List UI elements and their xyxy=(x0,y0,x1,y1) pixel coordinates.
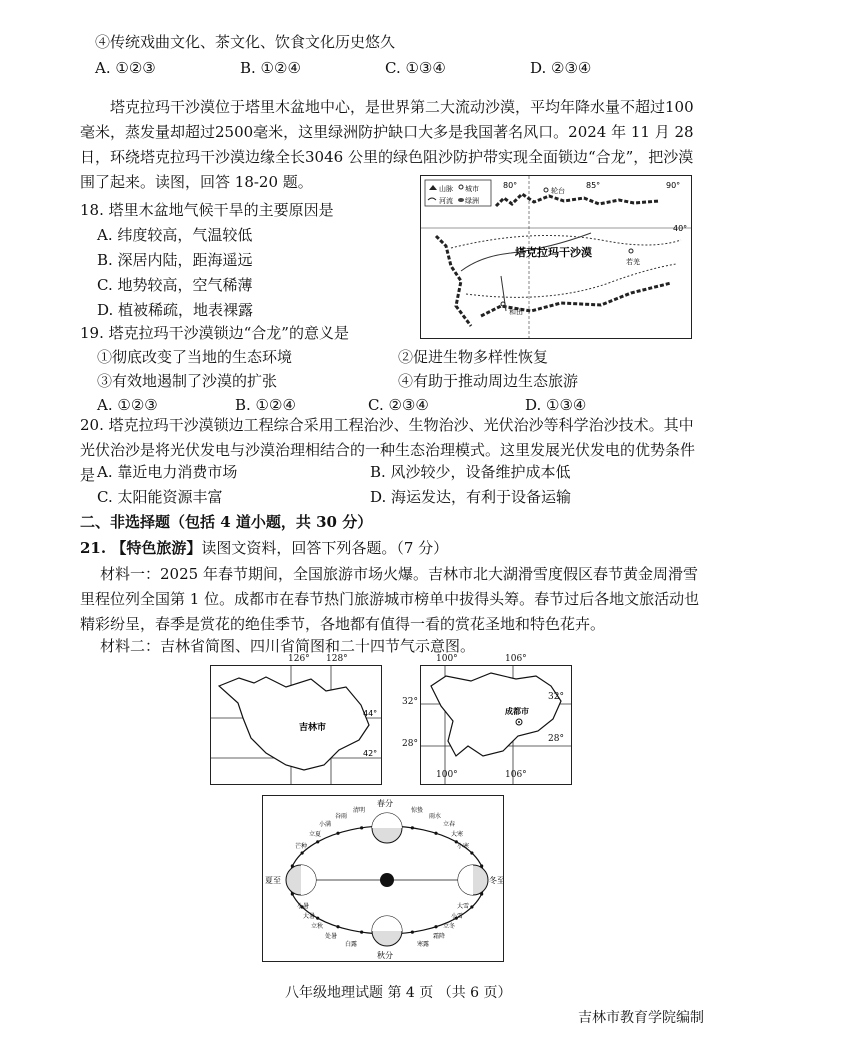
legend-city: 城市 xyxy=(465,185,479,193)
page-footer: 八年级地理试题 第 4 页 （共 6 页） xyxy=(285,985,512,1001)
legend-mountain: 山脉 xyxy=(439,185,453,193)
coord-85: 85° xyxy=(586,181,601,190)
term-daxue: 大雪 xyxy=(457,903,470,910)
solar-terms-svg xyxy=(263,796,503,961)
earth-winter-day xyxy=(458,865,473,895)
city-ruoqiang: 若羌 xyxy=(626,258,640,266)
q21-tag: 21. 【特色旅游】 xyxy=(80,539,202,557)
q19-item-3: ③有效地遏制了沙漠的扩张 xyxy=(97,372,278,390)
coord-90: 90° xyxy=(666,181,681,190)
luntai-marker xyxy=(544,188,548,192)
orbit-dot xyxy=(434,925,437,928)
orbit-dot xyxy=(316,917,319,920)
jilin-map xyxy=(210,665,382,785)
sichuan-lon-100-bottom: 100° xyxy=(436,770,458,780)
term-lixia: 立夏 xyxy=(309,831,322,838)
earth-winter xyxy=(458,865,488,895)
orbit-dot xyxy=(411,826,414,829)
city-luntai: 轮台 xyxy=(551,187,565,195)
map-legend-box xyxy=(425,180,491,206)
term-xiaohan: 小寒 xyxy=(457,843,470,850)
term-mangzhong: 芒种 xyxy=(295,843,308,850)
earth-autumn xyxy=(372,916,402,946)
orbit-dot xyxy=(360,931,363,934)
orbit-dot xyxy=(434,832,437,835)
q18-option-c: C. 地势较高，空气稀薄 xyxy=(97,276,253,294)
jilin-map-svg xyxy=(211,666,381,784)
orbit-dot xyxy=(336,832,339,835)
label-autumn-equinox: 秋分 xyxy=(377,951,393,960)
prev-option-b: B. ①②④ xyxy=(240,59,301,77)
sun-icon xyxy=(380,873,394,887)
term-xiaoxue: 小雪 xyxy=(451,913,464,920)
oasis-legend-icon xyxy=(458,198,464,202)
section-2-heading: 二、非选择题（包括 4 道小题，共 30 分） xyxy=(80,513,373,531)
term-dashu: 大暑 xyxy=(303,913,316,920)
sichuan-lat-28-right: 28° xyxy=(548,734,564,744)
ruoqiang-marker xyxy=(629,249,633,253)
q21-material-1: 材料一：2025 年春节期间，全国旅游市场火爆。吉林市北大湖滑雪度假区春节黄金周滑雪里程位列全国第 1 位。成都市在春节热门旅游城市榜单中拔得头筹。春节过后各地文旅活动也精彩纷呈，春季是赏花的绝佳季节，各地都有值得一看的赏花圣地和特色花卉。 xyxy=(80,565,700,633)
orbit-dot xyxy=(470,851,473,854)
orbit-dot xyxy=(411,931,414,934)
jilin-lat-44-label: 44° xyxy=(363,709,378,718)
term-xiaoman: 小满 xyxy=(319,821,332,828)
sichuan-lon-106-top: 106° xyxy=(505,654,527,664)
term-liqiu: 立秋 xyxy=(311,923,324,930)
orbit-dot xyxy=(336,925,339,928)
term-jingzhe: 惊蛰 xyxy=(411,807,424,814)
q20-option-c: C. 太阳能资源丰富 xyxy=(97,488,223,506)
q19-item-2: ②促进生物多样性恢复 xyxy=(398,348,549,366)
western-mountains xyxy=(436,236,471,326)
shelterbelt-south xyxy=(466,264,676,297)
jilin-outline xyxy=(219,677,369,770)
q21-stem xyxy=(80,538,448,558)
prev-option-c: C. ①③④ xyxy=(385,59,446,77)
sichuan-map xyxy=(420,665,572,785)
term-qingming: 清明 xyxy=(353,807,366,814)
q19-option-a: A. ①②③ xyxy=(97,396,158,414)
q19-option-d: D. ①③④ xyxy=(525,396,587,414)
orbit-dot xyxy=(470,905,473,908)
jilin-lat-42-label: 42° xyxy=(363,749,378,758)
sichuan-lat-32-left: 32° xyxy=(402,697,418,707)
q18-option-a: A. 纬度较高，气温较低 xyxy=(97,226,253,244)
term-guyu: 谷雨 xyxy=(335,813,348,820)
sichuan-lat-28-left: 28° xyxy=(402,739,418,749)
earth-summer xyxy=(286,865,316,895)
term-lichun: 立春 xyxy=(443,821,456,828)
earth-summer-day xyxy=(301,865,316,895)
orbit-dot xyxy=(316,840,319,843)
prev-item-4: ④传统戏曲文化、茶文化、饮食文化历史悠久 xyxy=(95,33,396,51)
q19-option-c: C. ②③④ xyxy=(368,396,429,414)
prev-option-a: A. ①②③ xyxy=(95,59,156,77)
q21-text: 读图文资料，回答下列各题。（7 分） xyxy=(201,539,449,557)
label-spring-equinox: 春分 xyxy=(377,799,393,808)
chengdu-label: 成都市 xyxy=(505,707,529,716)
q18-option-d: D. 植被稀疏，地表裸露 xyxy=(97,301,254,319)
jilin-lon-128-top: 128° xyxy=(326,654,348,664)
q20-stem-text: 20. 塔克拉玛干沙漠锁边工程综合采用工程治沙、生物治沙、光伏治沙等科学治沙技术。其中光伏治沙是将光伏发电与沙漠治理相结合的一种生态治理模式。这里发展光伏发电的优势条件是 xyxy=(80,416,696,484)
q19-stem: 19. 塔克拉玛干沙漠锁边“合龙”的意义是 xyxy=(80,324,349,342)
jilin-lon-126-top: 126° xyxy=(288,654,310,664)
q20-option-a: A. 靠近电力消费市场 xyxy=(97,463,238,481)
prev-option-d: D. ②③④ xyxy=(530,59,592,77)
desert-label: 塔克拉玛干沙漠 xyxy=(515,246,592,259)
city-hotan: 和田 xyxy=(509,308,523,316)
q18-stem: 18. 塔里木盆地气候干旱的主要原因是 xyxy=(80,201,334,219)
term-yushui: 雨水 xyxy=(429,813,442,820)
earth-spring-day xyxy=(372,813,402,828)
tianshan-mountains xyxy=(496,194,659,206)
sichuan-lon-106-bottom: 106° xyxy=(505,770,527,780)
q20-option-d: D. 海运发达，有利于设备运输 xyxy=(370,488,572,506)
desert-map xyxy=(420,175,692,339)
term-lidong: 立冬 xyxy=(443,923,456,930)
earth-autumn-day xyxy=(372,916,402,931)
q19-item-1: ①彻底改变了当地的生态环境 xyxy=(97,348,293,366)
orbit-dot xyxy=(360,826,363,829)
sichuan-lat-32-right: 32° xyxy=(548,692,564,702)
orbit-dot xyxy=(301,851,304,854)
term-bailu: 白露 xyxy=(345,941,358,948)
q19-item-4: ④有助于推动周边生态旅游 xyxy=(398,372,579,390)
coord-80: 80° xyxy=(503,181,518,190)
publisher-credit: 吉林市教育学院编制 xyxy=(578,1010,704,1026)
term-chushu: 处暑 xyxy=(325,933,338,940)
q21-material-2: 材料二：吉林省简图、四川省简图和二十四节气示意图。 xyxy=(100,637,476,655)
legend-oasis: 绿洲 xyxy=(465,197,479,205)
earth-spring xyxy=(372,813,402,843)
label-winter-solstice: 冬至 xyxy=(489,876,503,885)
chengdu-marker-dot xyxy=(518,721,520,723)
legend-river: 河流 xyxy=(439,197,453,205)
desert-intro: 塔克拉玛干沙漠位于塔里木盆地中心，是世界第二大流动沙漠，平均年降水量不超过100毫米，蒸发量却超过2500毫米，这里绿洲防护缺口大多是我国著名风口。2024 年 11 月 28 日，环绕塔克拉玛干沙漠边缘全长3046 公里的绿色阻沙防护带实现全面锁边“合龙”，把沙漠围了起来。读图，回答 18-20 题。 xyxy=(80,98,694,191)
label-summer-solstice: 夏至 xyxy=(265,876,281,885)
term-hanlu: 寒露 xyxy=(417,941,430,948)
solar-terms-diagram xyxy=(262,795,504,962)
q18-option-b: B. 深居内陆，距海遥远 xyxy=(97,251,253,269)
jilin-city-label: 吉林市 xyxy=(299,723,327,733)
term-shuangjiang: 霜降 xyxy=(433,933,446,940)
sichuan-lon-100-top: 100° xyxy=(436,654,458,664)
sichuan-map-svg xyxy=(421,666,571,784)
term-xiaoshu: 小暑 xyxy=(297,903,310,910)
q20-option-b: B. 风沙较少，设备维护成本低 xyxy=(370,463,571,481)
desert-map-svg xyxy=(421,176,691,338)
coord-40: 40° xyxy=(673,224,688,233)
sichuan-outline xyxy=(431,673,561,756)
term-dahan: 大寒 xyxy=(451,831,464,838)
q19-option-b: B. ①②④ xyxy=(235,396,296,414)
